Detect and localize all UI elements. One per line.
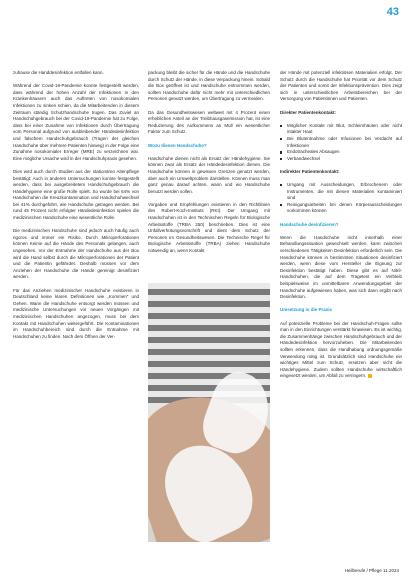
section-heading: Handschuhe desinfizieren?	[280, 221, 339, 227]
article-end-icon	[368, 374, 372, 378]
paragraph: Da das Gesundheitswesen weltweit mit 4 Prozent einen erheblichen Anteil an der Treibhausgasemission hat, ist eine Reduzierung des Aufkommens an Müll ein wesentlicher Faktor zum Schutz.	[148, 109, 270, 135]
article-column-1	[13, 70, 139, 347]
footer-journal: Heilberufe / Pflege 11.2024	[344, 568, 399, 573]
list-label-indirect: Indirekter Patientenkontakt:	[280, 168, 340, 174]
article-column-3	[280, 70, 402, 387]
paragraph: Wenn die Handschuhe nicht innerhalb einer Behandlungssituation gewechselt werden, kann zwischen verschiedenen Tätigkeiten Desinfektion erforderlich sein. Die Handschuhe können in bestimmten Situationen desinfiziert werden, wenn diese vom Hersteller die Eignung zur Desinfektion bestätigt haben. Diese gibt es auf Nitril-Handschuhen, die auf dem Tragetest ein Verbleib beispielsweise im unmittelbaren Anwendungsgebiet der Handschuhe aufgewiesen haben, was sich dann ergibt nach Desinfektion.	[280, 234, 402, 300]
paragraph: Während der Covid-19-Pandemie konnte festgestellt werden, dass während der hohen Anzahl der Infektionen in den Krankenhäusern auch das Auftreten von nosokomialen Infektionen zu sinken schien, da die Mitarbeitenden in diesem Zeitraum ständig Schutzhandschuhe trugen. Das Zuviel an Handschuhgebrauch bei der Covid-19-Pandemie hat zu Folge, dass bei einer Zunahme von Infektionen durch Übertragung vom Personal aufgrund von ausbleibender Händedesinfektion und falschem Handschuhgebrauch (Tragen der gleichen Handschuhe über mehrere Patienten hinweg) in der Folge eine Zunahme nosokomialer Erreger (MRE) zu verzeichnen war. Eine mögliche Ursache wird in der Handschuhpraxis gesehen.	[13, 83, 139, 161]
paragraph: Dies wird auch durch Studien aus der stationären Altenpflege bestätigt: Auch in anderen Untersuchungen konnte festgestellt werden, dass bei ausgebreitetem Handschuhgebrauch die Händehygiene eine große Rolle spielt. So wurde bei 64% von Handschuhen die Kreuzkontamination und Handschuhwechsel bei 41% durchgeführt, wie Handschuhe getragen werden. Bei rund 45 Prozent nicht erfolgter Händedesinfektion spielen die medizinischen Handschuhe eine wesentliche Rolle.	[13, 168, 139, 221]
list-item: Bei Blutentnahme oder Infusionen bei Verdacht auf Infektionen	[280, 136, 402, 149]
list-item: Reinigungsarbeiten bei denen Körperausscheidungen vorkommen können	[280, 202, 402, 215]
gloved-hands-photo	[148, 283, 270, 542]
paragraph-text: Auf potenzielle Probleme bei der Handschuh-Fragen sollte man in den Einrichtungen verstärkt hinweisen. Es ist wichtig, die Zusammenhänge zwischen Handschuhgebrauch und der Händedesinfektion hervorzuheben. Die Mitarbeitenden sollten erkennen, dass die Handhabung ordnungsgemäße Verwendung nötig ist. Grundsätzlich sind Handschuhe ein wichtiges Mittel zum Schutz, ersetzen aber nicht die Händehygiene. Zudem sollten Handschuhe wirtschaftlich eingesetzt werden, um Abfall zu verringern.	[280, 320, 402, 379]
section-heading: Umsetzung in die Praxis	[280, 307, 333, 313]
article-column-2	[148, 70, 270, 261]
page-number: 43	[386, 6, 399, 18]
indirect-contact-list	[280, 182, 402, 215]
paragraph: zuhause die Handdesinfektion entfallen kann.	[13, 70, 104, 75]
direct-contact-list	[280, 123, 402, 163]
paragraph: Vorgaben und Empfehlungen existieren in den Richtlinien des Robert-Koch-Instituts (RKI). Der Umgang mit Handschuhen ist in den Technischen Regeln für Biologische Arbeitsstoffe (TRBA 250) beschrieben. Dies ist eine Unfallverhütungsvorschrift und dient dem Schutz der Personen im Gesundheitswesen. Die Technische Regel für Biologische Arbeitsstoffe (TRBA) ziehen Handschuhe notwendig an, wenn Kontakt	[148, 201, 270, 254]
paragraph	[280, 321, 402, 380]
list-item: Verbandwechsel	[280, 156, 402, 163]
list-item: Möglicher Kontakt mit Blut, Schleimhäuten oder nicht intakter Haut	[280, 123, 402, 136]
list-label-direct: Direkter Patientenkontakt:	[280, 109, 337, 115]
paragraph: Handschuhe dienen nicht als Ersatz der Händehygiene. Sie können zwar als Ersatz der Händedesinfektion dienen. Die Handschuhe können in gewissen Grenzen genutzt werden, aber auch ein Umweltproblem darstellen. Können muss man ganz genau darauf achten, wann und wo Handschuhe benutzt werden sollen.	[148, 155, 270, 194]
list-item: Endotracheales Absaugen	[280, 149, 402, 156]
paragraph: Die medizinischen Handschuhe sind jedoch auch häufig auch rigoros und immer ein Risiko. Durch Mikroperforationen können Keime auf die Hände des Personals gelangen, auch ungesehen. Vor der Entnahme der Handschuhe aus der Box wird die Hand selbst durch die Mikroperforationen der Patient und die Patientin gefährdet. Deshalb müssen vor dem Anziehen der Handschuhe die Hände gereinigt desinfiziert werden.	[13, 228, 139, 280]
list-item: Umgang mit Ausscheidungen, Erbrochenem oder Instrumenten, die mit diesen Materialien kontaminiert sind	[280, 182, 402, 202]
paragraph: der Hände mit potenziell infektiösen Materialien erfolgt. Der Schutz durch die Handschuhe hat Priorität vor dem Schutz der Patienten und somit der Infektionsprävention. Dies zeigt sich in unterschiedlichen Arbeitsbereichen bei der Versorgung von Patientinnen und Patienten.	[280, 70, 402, 102]
paragraph: Für das Anziehen medizinischer Handschuhe existieren in Deutschland keine klaren Definitionen wie „Kommen“ und Gehen. Wann die Handschuhe entsorgt werden müssen und medizinische Untersuchungen vor neuen Vorgängen mit medizinischen Handschuhen angezogen, muss bei dem Kontakt mit Handschuhen weitergeführt. Die Kontaminationen im Handschuhbereich sind durch die Entnahme mit Handschuhen zu finden. Nach dem Öffnen der Ver-	[13, 287, 139, 339]
paragraph: packung bleibt die sicher für die Hände und die Handschuhe durch Schutz der Hände, in diese Verpackung hinein. Sobald die Box geöffnet ist und Handschuhe entnommen werden, sollten Handschuhe dafür nicht mehr mit unterschiedlichen Personen genutzt werden, um Übertragung zu vermeiden.	[148, 70, 270, 102]
section-heading: Wozu dienen Handschuhe?	[148, 142, 207, 148]
